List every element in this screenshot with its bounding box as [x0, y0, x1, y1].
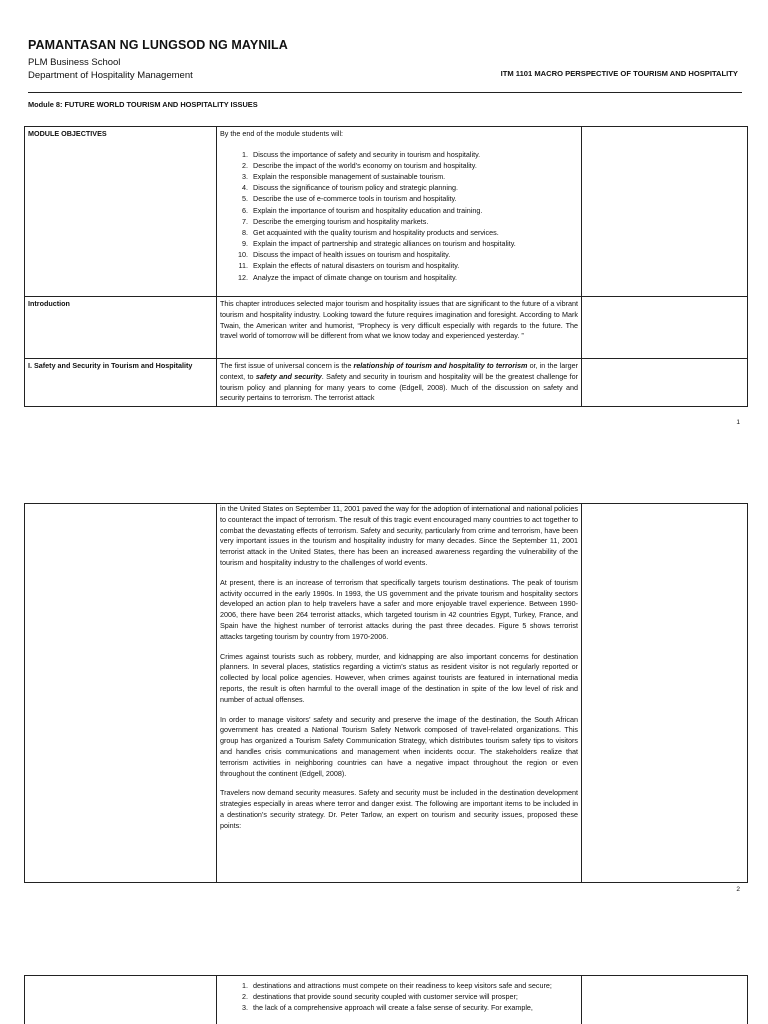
introduction-text: This chapter introduces selected major tourism and hospitality issues that are significant to the future of a vibrant tourism and hospitality industry. Looking toward the future requires imagination and foresight. According to Mark Twain, the American writer and humorist, “Prophecy is very difficult especially with regards to the future. The travel world of tomorrow will be different from what we know today and experienced yesterday. ” — [217, 297, 582, 359]
objective-item — [236, 160, 578, 171]
objective-item — [236, 227, 578, 238]
objectives-list — [220, 149, 578, 283]
introduction-label: Introduction — [25, 297, 217, 359]
module-title: Module 8: FUTURE WORLD TOURISM AND HOSPITALITY ISSUES — [28, 100, 258, 109]
header-divider — [28, 92, 742, 93]
course-title: ITM 1101 MACRO PERSPECTIVE OF TOURISM AND HOSPITALITY — [500, 69, 738, 78]
notes-cell — [582, 297, 748, 359]
notes-cell — [582, 359, 748, 407]
module-table-page-2 — [24, 503, 748, 883]
label-cell-empty — [25, 504, 217, 883]
objective-number: 9. — [242, 239, 248, 249]
objective-text: Discuss the importance of safety and security in tourism and hospitality. — [253, 149, 481, 159]
objective-item — [236, 260, 578, 271]
objective-number: 4. — [242, 183, 248, 193]
page-number: 2 — [736, 886, 740, 893]
safety-text — [217, 359, 582, 407]
objective-item — [236, 171, 578, 182]
objective-number: 5. — [242, 194, 248, 204]
point-number: 3. — [242, 1003, 248, 1013]
body-paragraph: Travelers now demand security measures. Safety and security must be included in the destination development strategies especially in areas where terror and danger exist. The following are important items to be included in a destination’s security strategy. Dr. Peter Tarlow, an expert on tourism and security issues, proposed these points: — [220, 788, 578, 830]
school-name: PLM Business School — [28, 57, 121, 68]
objective-text: Discuss the significance of tourism policy and strategic planning. — [253, 183, 458, 193]
security-points — [217, 976, 582, 1024]
objective-text: Explain the impact of partnership and strategic alliances on tourism and hospitality. — [253, 239, 516, 249]
safety-emphasis-security: safety and security — [255, 371, 322, 381]
objective-text: Describe the use of e-commerce tools in tourism and hospitality. — [253, 194, 457, 204]
objective-text: Describe the emerging tourism and hospitality markets. — [253, 216, 429, 226]
security-point-item — [236, 980, 578, 991]
security-points-list — [220, 980, 578, 1013]
objective-text: Explain the effects of natural disasters on tourism and hospitality. — [253, 261, 460, 271]
objective-text: Get acquainted with the quality tourism and hospitality products and services. — [253, 227, 499, 237]
point-number: 2. — [242, 992, 248, 1002]
security-point-item — [236, 991, 578, 1002]
introduction-row — [25, 297, 748, 359]
notes-cell — [582, 504, 748, 883]
objectives-row — [25, 127, 748, 297]
module-table-page-3 — [24, 975, 748, 1024]
objective-item — [236, 182, 578, 193]
objective-number: 2. — [242, 160, 248, 170]
point-text: destinations and attractions must compete on their readiness to keep visitors safe and secure; — [253, 981, 552, 990]
body-paragraph: At present, there is an increase of terrorism that specifically targets tourism destinations. The peak of tourism activity occurred in the early 1990s. In 1993, the US government and the private tourism and hospitality sectors developed an action plan to help travelers have a safer and more enjoyable travel experience. Between 1990-2006, there have been 264 terrorist attacks, which targeted tourism in 42 countries Egypt, Turkey, France, and Spain have the highest number of terrorist attacks during the past three decades. Figure 5 shows terrorist attacks targeting tourism by country from 1970-2006. — [220, 577, 578, 641]
point-number: 1. — [242, 981, 248, 990]
notes-cell — [582, 127, 748, 297]
objective-text: Explain the responsible management of sustainable tourism. — [253, 172, 446, 182]
objective-text: Describe the impact of the world’s economy on tourism and hospitality. — [253, 160, 477, 170]
safety-label: I. Safety and Security in Tourism and Hospitality — [25, 359, 217, 407]
module-table-page-1 — [24, 126, 748, 407]
objective-item — [236, 149, 578, 160]
label-cell-empty — [25, 976, 217, 1024]
notes-cell — [582, 976, 748, 1024]
safety-text-post: . Safety and security in tourism and hospitality will be the greatest challenge for tourism policy and planning for many years to come (Edgell, 2008). Much of the discussion on safety and security pertains to terrorism. The terrorist attack — [220, 371, 578, 403]
objective-number: 6. — [242, 205, 248, 215]
safety-row — [25, 359, 748, 407]
safety-emphasis-terrorism: relationship of tourism and hospitality to terrorism — [353, 361, 528, 370]
body-paragraph: in the United States on September 11, 2001 paved the way for the adoption of international and national policies to counteract the impact of terrorism. The result of this tragic event encouraged many countries to act together to combat the devastating effects of terrorism. Safety and security, particularly from crime and terrorism, have been very important issues in the tourism and hospitality industry for many decades. Since the September 11, 2001 terrorist attack in the United States, there has been an increased awareness regarding the vulnerability of the tourism and hospitality industry to the challenges of world events. — [220, 504, 578, 567]
objective-number: 11. — [238, 261, 248, 271]
objectives-intro: By the end of the module students will: — [220, 129, 344, 138]
objective-number: 3. — [242, 172, 248, 182]
body-paragraph: Crimes against tourists such as robbery, murder, and kidnapping are also important concerns for destination planners. In several places, statistics regarding a victim’s status as resident visitor is not regularly reported or collected by local police agencies. However, when crimes against tourists are featured in international media reports, the result is often harmful to the overall image of the destination in spite of the low level of risk and number of actual offenses. — [220, 651, 578, 704]
point-text: the lack of a comprehensive approach will create a false sense of security. For example, — [253, 1003, 533, 1013]
objective-text: Analyze the impact of climate change on tourism and hospitality. — [253, 272, 458, 282]
safety-continued-row — [25, 504, 748, 883]
objective-item — [236, 205, 578, 216]
page-header — [28, 38, 742, 81]
safety-text-pre: The first issue of universal concern is the — [220, 361, 354, 370]
objective-number: 1. — [242, 149, 248, 159]
objective-item — [236, 249, 578, 260]
objectives-label: MODULE OBJECTIVES — [25, 127, 217, 297]
page-number: 1 — [736, 419, 740, 426]
objective-text: Discuss the impact of health issues on tourism and hospitality. — [253, 250, 451, 260]
safety-continued-text — [217, 504, 582, 883]
safety-text-mid: or, in the larger context, to — [220, 361, 578, 381]
objectives-content — [217, 127, 582, 297]
objective-number: 10. — [238, 250, 248, 260]
security-points-row — [25, 976, 748, 1024]
point-text: destinations that provide sound security coupled with customer service will prosper; — [253, 992, 518, 1002]
body-paragraph: In order to manage visitors’ safety and security and preserve the image of the destination, the South African government has created a National Tourism Safety Network composed of travel-related organizations. This group has organized a Tourism Safety Communication Strategy, which distributes tourism safety tips to visitors and handles crisis communications and management when incidents occur. The stakeholders realize that terrorism activities in neighboring countries can have a negative impact throughout the region or even throughout the continent (Edgell, 2008). — [220, 714, 578, 778]
security-point-item — [236, 1002, 578, 1013]
objective-text: Explain the importance of tourism and hospitality education and training. — [253, 205, 483, 215]
department-name: Department of Hospitality Management — [28, 70, 193, 81]
objective-number: 12. — [238, 272, 248, 282]
objective-item — [236, 238, 578, 249]
objective-item — [236, 272, 578, 283]
objective-item — [236, 193, 578, 204]
objective-number: 8. — [242, 227, 248, 237]
university-name: PAMANTASAN NG LUNGSOD NG MAYNILA — [28, 38, 288, 52]
objective-number: 7. — [242, 216, 248, 226]
objective-item — [236, 216, 578, 227]
